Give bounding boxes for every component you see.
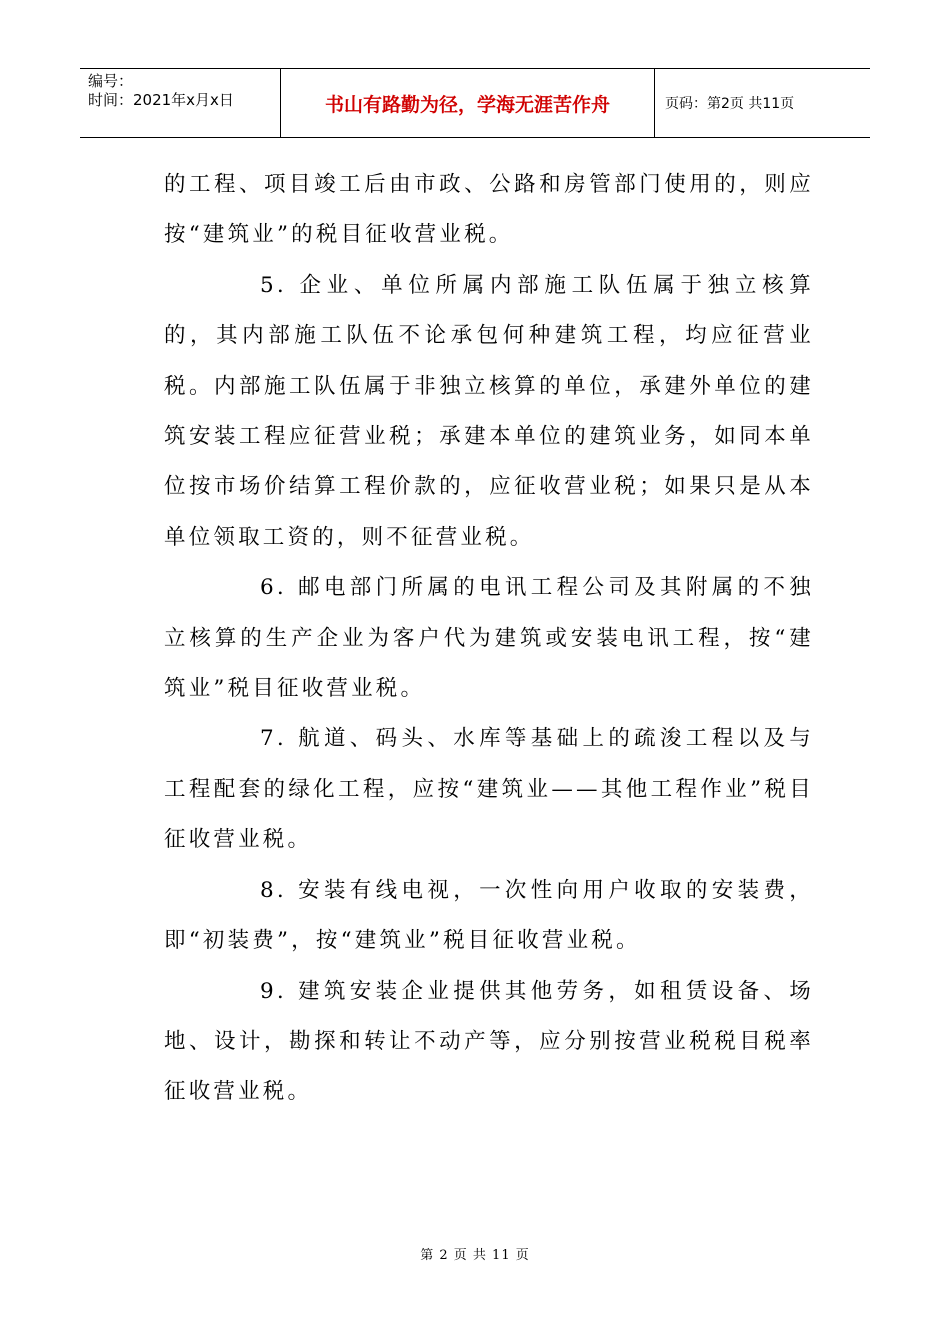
page-header [80,68,870,138]
paragraph-continuation: 的工程、项目竣工后由市政、公路和房管部门使用的，则应按“建筑业”的税目征收营业税。 [164,172,814,248]
paragraph-item-8: 8. 安装有线电视，一次性向用户收取的安装费，即“初装费”，按“建筑业”税目征收营业税。 [164,877,814,954]
paragraph-item-9: 9. 建筑安装企业提供其他劳务，如租赁设备、场地、设计，勘探和转让不动产等，应分别按营业税税目税率征收营业税。 [164,978,814,1105]
header-meta [80,69,281,137]
document-time-label: 时间：2021年x月x日 [88,91,234,109]
page-footer: 第 2 页 共 11 页 [420,1248,530,1263]
document-body [164,160,814,1118]
document-number-label: 编号： [88,72,134,90]
header-page-info: 页码：第2页 共11页 [665,96,795,112]
paragraph-item-5: 5. 企业、单位所属内部施工队伍属于独立核算的，其内部施工队伍不论承包何种建筑工程，均应征营业税。内部施工队伍属于非独立核算的单位，承建外单位的建筑安装工程应征营业税；承建本单位的建筑业务，如同本单位按市场价结算工程价款的，应征收营业税；如果只是从本单位领取工资的，则不征营业税。 [164,272,814,550]
paragraph-item-7: 7. 航道、码头、水库等基础上的疏浚工程以及与工程配套的绿化工程，应按“建筑业——其他工程作业”税目征收营业税。 [164,726,814,853]
header-motto: 书山有路勤为径，学海无涯苦作舟 [281,69,655,137]
paragraph-item-6: 6. 邮电部门所属的电讯工程公司及其附属的不独立核算的生产企业为客户代为建筑或安装电讯工程，按“建筑业”税目征收营业税。 [164,575,814,702]
